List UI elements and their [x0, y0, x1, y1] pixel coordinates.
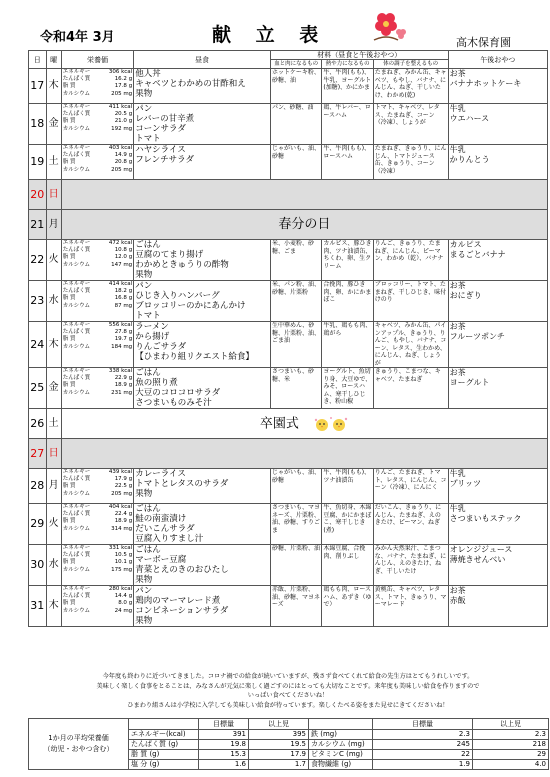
snack-item: 牛乳: [449, 469, 466, 478]
nutrition-cell: エネルギー 472 kcal たんぱく質 10.8 g 脂 質 12.0 g カルシウム 147 mg: [61, 240, 133, 281]
empty-cell: [61, 180, 547, 210]
snack-item: 牛乳: [449, 504, 466, 513]
nutrition-cell: エネルギー 439 kcal たんぱく質 17.9 g 脂 質 22.5 g カルシウム 205 mg: [61, 469, 133, 504]
snack-item: バナナホットケーキ: [449, 79, 522, 88]
avg-nutrient: 塩 分 (g): [129, 760, 199, 770]
lunch-cell: [134, 469, 271, 504]
avg-head-blank: [309, 719, 373, 730]
chick-illustration-icon: [313, 416, 349, 432]
lunch-item: 他人丼: [135, 69, 161, 79]
row-day: 29: [29, 504, 47, 545]
avg-nutrient: 鉄 (mg): [309, 730, 373, 740]
snack-item: お茶: [449, 586, 466, 595]
menu-table: [28, 50, 548, 627]
menu-row: [29, 145, 548, 180]
ingredients-blood: パン、砂糖、油: [270, 104, 321, 145]
avg-nutrient: エネルギー(kcal): [129, 730, 199, 740]
lunch-item: わかめときゅうりの酢物: [135, 260, 229, 270]
lunch-item: キャベツとわかめの甘酢和え: [135, 79, 246, 89]
menu-row: [29, 69, 548, 104]
ingredients-energy: 牛、魚切身、木綿豆腐、かにかまぼこ、寒干しじき(煮): [322, 504, 373, 545]
empty-cell: [61, 439, 547, 469]
row-day: 25: [29, 368, 47, 409]
ingredients-energy: 牛、牛肉(もも)、ロースハム: [322, 145, 373, 180]
event-cell: [61, 409, 547, 439]
col-weekday: 曜: [46, 51, 61, 69]
row-weekday: 金: [46, 104, 61, 145]
nutrition-cell: エネルギー 306 kcal たんぱく質 16.2 g 脂 質 17.8 g カルシウム 205 mg: [61, 69, 133, 104]
avg-head-target: 目標量: [199, 719, 249, 730]
ingredients-body: たまねぎ、きゅうり、にんじん、トマトジュース缶、きゅうり、コーン（冷凍）: [373, 145, 448, 180]
row-day: 27: [29, 439, 47, 469]
snack-cell: [448, 545, 547, 586]
snack-item: 牛乳: [449, 104, 466, 113]
snack-cell: [448, 281, 547, 322]
col-day: 日: [29, 51, 47, 69]
snack-item: お茶: [449, 322, 466, 331]
col-ing-energy: 熱や力になるもの: [322, 60, 373, 69]
row-day: 22: [29, 240, 47, 281]
avg-label: 1か月の平均栄養価 （幼児・おやつ含む）: [29, 719, 129, 770]
lunch-item: カレーライス: [135, 469, 186, 479]
lunch-cell: [134, 504, 271, 545]
row-day: 21: [29, 210, 47, 240]
lunch-cell: [134, 281, 271, 322]
row-weekday: 日: [46, 180, 61, 210]
ingredients-body: りんご、たまねぎ、トマト、レタス、にんじん、コーン（冷凍）、にんにく: [373, 469, 448, 504]
menu-row: [29, 240, 548, 281]
lunch-item: 果物: [135, 489, 153, 499]
row-weekday: 木: [46, 586, 61, 627]
lunch-cell: [134, 104, 271, 145]
col-lunch: 昼食: [134, 51, 271, 69]
ingredients-body: みかん天然果汁、こまつな、バナナ、たまねぎ、にんじん、えのきたけ、ねぎ、干しいたけ: [373, 545, 448, 586]
snack-item: お茶: [449, 368, 466, 377]
lunch-item: ごはん: [135, 368, 161, 378]
event-label: 春分の日: [278, 216, 331, 232]
snack-item: オレンジジュース: [449, 545, 513, 554]
snack-cell: [448, 240, 547, 281]
avg-target: 1.9: [373, 760, 473, 770]
row-day: 18: [29, 104, 47, 145]
snack-item: プリッツ: [449, 479, 481, 488]
ingredients-blood: じゃがいも、油、砂糖: [270, 145, 321, 180]
ingredients-energy: 鶏もも肉、ロースハム、あずき（ゆで）: [322, 586, 373, 627]
snack-cell: [448, 504, 547, 545]
row-weekday: 水: [46, 545, 61, 586]
row-weekday: 木: [46, 322, 61, 368]
nutrition-cell: エネルギー 411 kcal たんぱく質 20.5 g 脂 質 21.0 g カルシウム 192 mg: [61, 104, 133, 145]
row-day: 31: [29, 586, 47, 627]
nutrition-cell: エネルギー 404 kcal たんぱく質 22.4 g 脂 質 18.9 g カルシウム 314 mg: [61, 504, 133, 545]
ingredients-blood: ホットケーキ粉、砂糖、油: [270, 69, 321, 104]
snack-item: 牛乳: [449, 145, 466, 154]
lunch-item: から揚げ: [135, 332, 170, 342]
row-weekday: 土: [46, 409, 61, 439]
lunch-item: コーンサラダ: [135, 124, 186, 134]
nutrition-cell: エネルギー 280 kcal たんぱく質 14.4 g 脂 質 8.0 g カルシウム 24 mg: [61, 586, 133, 627]
snack-cell: [448, 145, 547, 180]
row-weekday: 金: [46, 368, 61, 409]
avg-head-target: 目標量: [373, 719, 473, 730]
lunch-item: トマト: [135, 311, 161, 321]
row-weekday: 火: [46, 240, 61, 281]
ingredients-energy: 牛乳、鶏もも肉、鶏がら: [322, 322, 373, 368]
ingredients-body: きゅうり、こまつな、キャベツ、たまねぎ: [373, 368, 448, 409]
ingredients-energy: 牛、牛肉(もも)、牛乳、ヨーグルト(加糖)、かにかま: [322, 69, 373, 104]
snack-cell: [448, 469, 547, 504]
ingredients-body: だいこん、きゅうり、にんじん、たまねぎ、えのきたけ、ピーマン、ねぎ: [373, 504, 448, 545]
lunch-item: 青菜とえのきのおひたし: [135, 565, 229, 575]
avg-nutrient: 脂 質 (g): [129, 750, 199, 760]
avg-target: 2.3: [373, 730, 473, 740]
avg-value: 29: [473, 750, 549, 760]
row-day: 30: [29, 545, 47, 586]
lunch-cell: [134, 240, 271, 281]
snack-item: おにぎり: [449, 291, 482, 300]
lunch-item: 豆腐入りすまし汁: [135, 534, 204, 544]
row-weekday: 水: [46, 281, 61, 322]
ingredients-body: キャベツ、みかん缶、パインアップル、きゅうり、りんご、もやし、バナナ、コーン、レタス、生わかめ、にんじん、ねぎ、しょうが: [374, 322, 447, 367]
lunch-item: ごはん: [135, 240, 161, 250]
note-line: ひまわり組さんは小学校に入学しても美味しい給食が待っています。楽しくたべる姿をまた見せにきてくださいね！: [127, 701, 449, 709]
row-weekday: 土: [46, 145, 61, 180]
avg-target: 15.3: [199, 750, 249, 760]
ingredients-body: たまねぎ、みかん缶、キャベツ、もやし、バナナ、にんじん、ねぎ、干しいたけ、わかめ(乾): [373, 69, 448, 104]
lunch-cell: [134, 145, 271, 180]
lunch-item: パン: [135, 586, 153, 596]
menu-row: [29, 439, 548, 469]
row-weekday: 日: [46, 439, 61, 469]
lunch-item: 果物: [135, 270, 153, 280]
snack-cell: [448, 586, 547, 627]
row-day: 20: [29, 180, 47, 210]
avg-nutrient: カルシウム (mg): [309, 740, 373, 750]
lunch-item: ハヤシライス: [135, 145, 186, 155]
lunch-item: ひじき入りハンバーグ: [135, 291, 220, 301]
avg-value: 218: [473, 740, 549, 750]
row-weekday: 木: [46, 69, 61, 104]
lunch-item: トマトとレタスのサラダ: [135, 479, 229, 489]
lunch-item: パン: [135, 281, 153, 291]
row-day: 24: [29, 322, 47, 368]
lunch-item: だいこんサラダ: [135, 524, 195, 534]
lunch-cell: [134, 69, 271, 104]
page-title: 献 立 表: [212, 24, 328, 46]
snack-cell: [448, 69, 547, 104]
lunch-item: 【ひまわり組リクエスト給食】: [135, 352, 254, 362]
lunch-item: 果物: [135, 575, 153, 585]
ingredients-body: 黄桃缶、キャベツ、レタス、トマト、きゅうり、マーマレード: [373, 586, 448, 627]
nutrition-cell: エネルギー 338 kcal たんぱく質 22.9 g 脂 質 18.9 g カルシウム 231 mg: [61, 368, 133, 409]
ingredients-blood: 生中華めん、砂糖、片栗粉、油、ごま油: [270, 322, 321, 368]
col-ing-body: 体の調子を整えるもの: [373, 60, 448, 69]
avg-head-actual: 以上児: [473, 719, 549, 730]
row-day: 26: [29, 409, 47, 439]
menu-row: [29, 504, 548, 545]
menu-row: [29, 210, 548, 240]
lunch-item: レバーの甘辛煮: [135, 114, 195, 124]
avg-target: 1.6: [199, 760, 249, 770]
lunch-item: フレンチサラダ: [135, 155, 195, 165]
row-day: 28: [29, 469, 47, 504]
row-weekday: 火: [46, 504, 61, 545]
ingredients-energy: 鶏、牛レバー、ロースハム: [322, 104, 373, 145]
note-line: 今年度も終わりに近づいてきました。コロナ禍での給食が続いていますが、残さず食べてくれて給食の先生方はとてもうれしいです。: [102, 673, 474, 680]
lunch-item: トマト: [135, 134, 161, 144]
snack-item: かりんとう: [449, 155, 490, 164]
menu-row: [29, 180, 548, 210]
ingredients-energy: 合挽肉、豚ひき肉、卵、かにかまぼこ: [322, 281, 373, 322]
snack-item: 薄焼きせんべい: [449, 555, 506, 564]
snack-item: まるごとバナナ: [449, 250, 506, 259]
row-weekday: 月: [46, 210, 61, 240]
snack-cell: [448, 104, 547, 145]
ingredients-energy: カルピス、豚ひき肉、ツナ油漬缶、ちくわ、卵、生クリーム: [322, 240, 373, 281]
note-line: いっぱい食べてくださいね！: [247, 692, 329, 699]
menu-row: [29, 409, 548, 439]
average-nutrition-table: [28, 718, 549, 770]
row-day: 23: [29, 281, 47, 322]
lunch-item: 鮭の南蛮漬け: [135, 514, 187, 524]
ingredients-blood: さつまいも、マヨネーズ、片栗粉、油、砂糖、すりごま: [270, 504, 321, 545]
avg-target: 391: [199, 730, 249, 740]
snack-cell: [448, 322, 547, 368]
lunch-item: ブロッコリーのかにあんかけ: [135, 301, 246, 311]
snack-item: さつまいもステック: [449, 514, 522, 523]
ingredients-energy: 牛、牛肉(もも)、ツナ油漬缶: [322, 469, 373, 504]
lunch-item: 果物: [135, 89, 153, 99]
avg-target: 22: [373, 750, 473, 760]
ingredients-blood: さつまいも、砂糖、米: [270, 368, 321, 409]
ingredients-body: ブロッコリー、トマト、たまねぎ、干しひじき、味付けのり: [373, 281, 448, 322]
ingredients-blood: 米、パン粉、油、砂糖、片栗粉: [270, 281, 321, 322]
lunch-item: コンビネーションサラダ: [135, 606, 229, 616]
col-nutrition: 栄養価: [61, 51, 133, 69]
ingredients-blood: 赤飯、片栗粉、油、砂糖、マヨネーズ: [270, 586, 321, 627]
nutrition-cell: エネルギー 403 kcal たんぱく質 14.9 g 脂 質 20.8 g カルシウム 205 mg: [61, 145, 133, 180]
avg-head-blank: [129, 719, 199, 730]
page-header: [0, 0, 550, 49]
lunch-item: ごはん: [135, 504, 161, 514]
lunch-item: マーボー豆腐: [135, 555, 187, 565]
snack-item: フルーツポンチ: [449, 332, 505, 341]
school-name: 高木保育園: [456, 36, 511, 49]
event-cell: [61, 210, 547, 240]
row-weekday: 月: [46, 469, 61, 504]
avg-value: 19.5: [249, 740, 309, 750]
lunch-item: りんごサラダ: [135, 342, 187, 352]
avg-target: 19.8: [199, 740, 249, 750]
menu-row: [29, 322, 548, 368]
ingredients-energy: 木綿豆腐、合挽肉、削りぶし: [322, 545, 373, 586]
lunch-item: さつまいものみそ汁: [135, 398, 212, 408]
lunch-item: パン: [135, 104, 153, 114]
ingredients-energy: ヨーグルト、魚切り身、大豆ゆで、みそ、ロースハム、寒干しひじき、粉山椒: [322, 368, 373, 409]
snack-item: ウエハース: [449, 114, 490, 123]
plum-flower-icon: [368, 6, 410, 44]
snack-item: カルピス: [449, 240, 482, 249]
lunch-item: 鶏肉のマーマレード煮: [135, 596, 221, 606]
avg-head-actual: 以上児: [249, 719, 309, 730]
avg-nutrient: 食物繊維 (g): [309, 760, 373, 770]
lunch-item: 果物: [135, 616, 153, 626]
lunch-item: ラーメン: [135, 322, 169, 332]
lunch-item: 大豆のコロコロサラダ: [135, 388, 221, 398]
menu-row: [29, 368, 548, 409]
ingredients-blood: 砂糖、片栗粉、油: [270, 545, 321, 586]
nutrition-cell: エネルギー 556 kcal たんぱく質 27.8 g 脂 質 19.7 g カルシウム 184 mg: [61, 322, 133, 368]
avg-value: 1.7: [249, 760, 309, 770]
lunch-item: ごはん: [135, 545, 161, 555]
avg-value: 395: [249, 730, 309, 740]
era-month: 令和4年 3月: [40, 30, 115, 45]
row-day: 19: [29, 145, 47, 180]
menu-row: [29, 586, 548, 627]
lunch-cell: [134, 586, 271, 627]
col-ing-blood: 血と肉になるもの: [270, 60, 321, 69]
snack-item: 赤飯: [449, 596, 466, 605]
ingredients-blood: じゃがいも、油、砂糖: [270, 469, 321, 504]
avg-nutrient: たんぱく質 (g): [129, 740, 199, 750]
menu-row: [29, 469, 548, 504]
event-label: 卒園式: [259, 416, 299, 431]
lunch-cell: [134, 322, 271, 368]
row-day: 17: [29, 69, 47, 104]
menu-row: [29, 104, 548, 145]
lunch-cell: [134, 545, 271, 586]
snack-cell: [448, 368, 547, 409]
ingredients-body: トマト、キャベツ、レタス、たまねぎ、コーン（冷凍）、しょうが: [373, 104, 448, 145]
ingredients-blood: 米、小麦粉、砂糖、ごま: [270, 240, 321, 281]
snack-item: お茶: [449, 69, 466, 78]
lunch-item: 魚の照り煮: [135, 378, 178, 388]
note-line: 美味しく楽しく食事をとることは、みなさんが元気に楽しく過ごすのにはとっても大切なことです。来年度も美味しい給食を作りますので: [96, 682, 480, 690]
lunch-cell: [134, 368, 271, 409]
snack-item: ヨーグルト: [449, 378, 490, 387]
avg-value: 2.3: [473, 730, 549, 740]
col-snack: 午後おやつ: [448, 51, 547, 69]
avg-value: 4.0: [473, 760, 549, 770]
avg-nutrient: ビタミンC (mg): [309, 750, 373, 760]
avg-value: 17.9: [249, 750, 309, 760]
nutrition-cell: エネルギー 414 kcal たんぱく質 18.2 g 脂 質 16.8 g カルシウム 87 mg: [61, 281, 133, 322]
avg-target: 245: [373, 740, 473, 750]
col-ingredients: 材料（昼食と午後おやつ）: [270, 51, 448, 60]
ingredients-body: りんご、きゅうり、たまねぎ、にんじん、ピーマン、わかめ（乾）、バナナ: [373, 240, 448, 281]
notes: [28, 672, 548, 710]
menu-row: [29, 281, 548, 322]
lunch-item: 豆腐のてまり揚げ: [135, 250, 204, 260]
menu-row: [29, 545, 548, 586]
snack-item: お茶: [449, 281, 466, 290]
nutrition-cell: エネルギー 331 kcal たんぱく質 10.5 g 脂 質 10.1 g カルシウム 175 mg: [61, 545, 133, 586]
